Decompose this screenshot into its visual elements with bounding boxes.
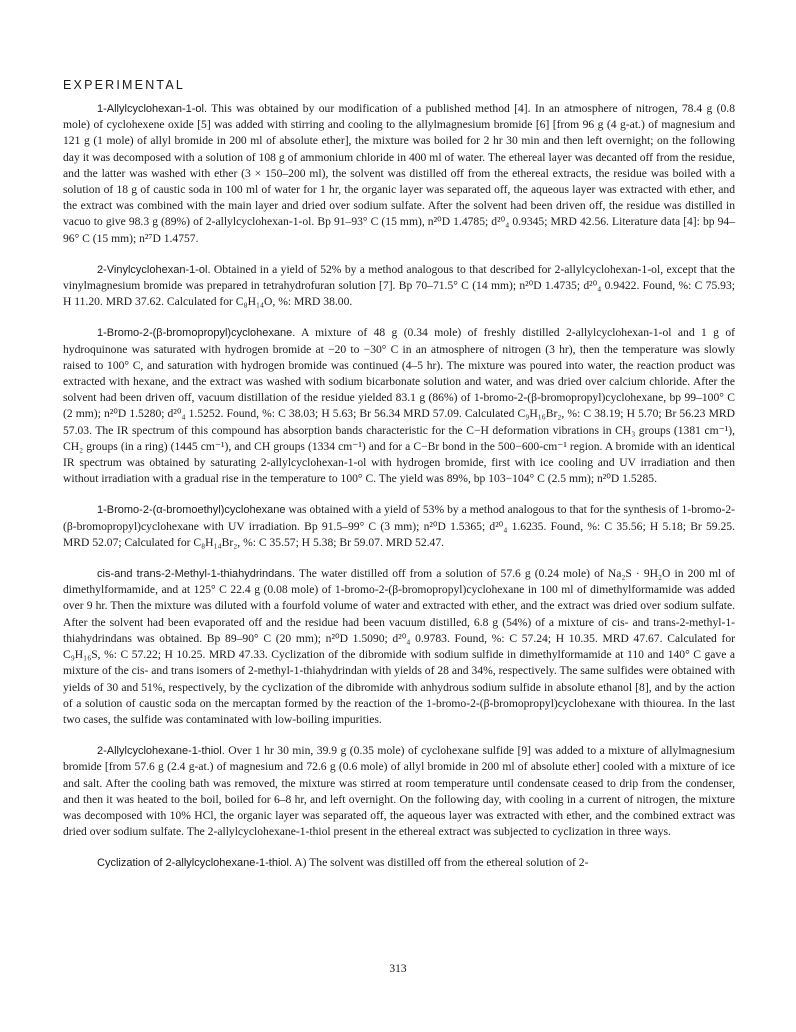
- compound-title: 2-Vinylcyclohexan-1-ol.: [97, 263, 211, 276]
- compound-title: 1-Bromo-2-(β-bromopropyl)cyclohexane.: [97, 327, 296, 340]
- page-number: 313: [389, 963, 407, 975]
- paragraph-bromopropyl-cyclohexane: [63, 325, 735, 487]
- paragraph-bromoethyl-cyclohexane: [63, 502, 735, 551]
- article-page: [63, 78, 735, 887]
- paragraph-cyclization: [63, 855, 735, 871]
- paragraph-text: Obtained in a yield of 52% by a method analogous to that described for 2-allylcyclohexan-1-ol, except that the vinylmagnesium bromide was prepared in tetrahydrofuran solution [7]. Bp 70–71.5° C (14 mm); n²⁰D 1.4735; d²⁰₄ 0.9422. Found, %: C 75.93; H 11.20. MRD 37.62. Calculated for C₈H₁₄O, %: MRD 38.00.: [63, 262, 735, 309]
- paragraph-text: A mixture of 48 g (0.34 mole) of freshly distilled 2-allylcyclohexan-1-ol and 1 g of hydroquinone was saturated with hydrogen bromide at −20 to −30° C in an atmosphere of nitrogen (3 hr), then the temperature was slowly raised to 100° C, and saturation with hydrogen bromide was continued (4–5 hr). The mixture was poured into water, the reaction product was extracted with hexane, and the extract was washed with sodium bicarbonate solution and water, and was dried over calcium chloride. After the solvent had been driven off, vacuum distillation of the residue yielded 83.1 g (86%) of 1-bromo-2-(β-bromopropyl)cyclohexane, bp 99–100° C (2 mm); n²⁰D 1.5280; d²⁰₄ 1.5252. Found, %: C 38.03; H 5.63; Br 56.34 MRD 57.09. Calculated C₉H₁₆Br₂, %: C 38.19; H 5.70; Br 56.23 MRD 57.03. The IR spectrum of this compound has absorption bands characteristic for the C−H deformation vibrations in CH₃ groups (1381 cm⁻¹), CH₂ groups (in a ring) (1445 cm⁻¹), and CH groups (1334 cm⁻¹) and for a C−Br bond in the 500−600-cm⁻¹ region. A bromide with an identical IR spectrum was obtained by saturating 2-allylcyclohexan-1-ol with hydrogen bromide, first with ice cooling and UV irradiation and then without irradiation with a gradual rise in the temperature to 100° C. The yield was 89%, bp 103−104° C (2.5 mm); n²⁰D 1.5285.: [63, 326, 735, 486]
- paragraph-allylcyclohexanol: [63, 101, 735, 247]
- compound-title: 1-Allylcyclohexan-1-ol.: [97, 103, 208, 115]
- compound-title: 1-Bromo-2-(α-bromoethyl)cyclohexane: [97, 504, 286, 517]
- paragraph-text: The water distilled off from a solution of 57.6 g (0.24 mole) of Na₂S · 9H₂O in 200 ml of dimethylformamide, and at 125° C 22.4 g (0.08 mole) of 1-bromo-2-(β-bromopropyl)cyclohexane in 100 ml of dimethylformamide was added over 9 hr. Then the mixture was diluted with a fourfold volume of water and extracted with ether, and the extract was dried over sodium sulfate. After the solvent had been evaporated off and the residue had been vacuum distilled, 6.8 g (54%) of a mixture of cis- and trans-2-methyl-1-thiahydrindans was obtained. Bp 89–90° C (20 mm); n²⁰D 1.5090; d²⁰₄ 0.9783. Found, %: C 57.24; H 10.35. MRD 47.67. Calculated for C₉H₁₆S, %: C 57.22; H 10.25. MRD 47.33. Cyclization of the dibromide with sodium sulfide in dimethylformamide at 110 and 140° C gave a mixture of the cis- and trans isomers of 2-methyl-1-thiahydrindan with yields of 28 and 34%, respectively. The same sulfides were obtained with yields of 30 and 51%, respectively, by the cyclization of the dibromide with anhydrous sodium sulfide in absolute ethanol [8], and by the action of a solution of caustic soda on the mercaptan formed by the reaction of the 1-bromo-2-(β-bromopropyl)cyclohexane with thiourea. In the last two cases, the sulfide was contaminated with low-boiling impurities.: [63, 567, 735, 726]
- paragraph-text: was obtained with a yield of 53% by a method analogous to that for the synthesis of 1-bromo-2-(β-bromopropyl)cyclohexane with UV irradiation. Bp 91.5–99° C (3 mm); n²⁰D 1.5365; d²⁰₄ 1.6235. Found, %: C 35.56; H 5.18; Br 59.25. MRD 52.07; Calculated for C₈H₁₄Br₂, %: C 35.57; H 5.38; Br 59.07. MRD 52.47.: [63, 503, 735, 549]
- paragraph-text: Over 1 hr 30 min, 39.9 g (0.35 mole) of cyclohexane sulfide [9] was added to a mixture of allylmagnesium bromide [from 57.6 g (2.4 g-at.) of magnesium and 72.6 g (0.6 mole) of allyl bromide in 200 ml of absolute ether] cooled with a mixture of ice and salt. After the cooling bath was removed, the mixture was stirred at room temperature until condensate ceased to drip from the condenser, and then it was heated to the boil, boiled for 6–8 hr, and left overnight. On the following day, with cooling in a current of nitrogen, the mixture was decomposed with 10% HCl, the organic layer was separated off, the aqueous layer was extracted with ether, and the combined extract was dried over sodium sulfate. The 2-allylcyclohexane-1-thiol present in the ethereal extract was subjected to cyclization in three ways.: [63, 744, 735, 839]
- section-heading: EXPERIMENTAL: [63, 78, 186, 92]
- paragraph-vinylcyclohexanol: [63, 262, 735, 311]
- compound-title: 2-Allylcyclohexane-1-thiol.: [97, 745, 225, 758]
- compound-title: Cyclization of 2-allylcyclohexane-1-thiol.: [97, 857, 293, 870]
- compound-title: cis-and trans-2-Methyl-1-thiahydrindans.: [97, 568, 296, 581]
- paragraph-text: This was obtained by our modification of a published method [4]. In an atmosphere of nitrogen, 78.4 g (0.8 mole) of cyclohexene oxide [5] was added with stirring and cooling to the allylmagnesium bromide [6] [from 96 g (4 g-at.) of magnesium and 121 g (1 mole) of allyl bromide in 200 ml of absolute ether], the mixture was boiled for 2 hr 30 min and then left overnight; on the following day it was decomposed with a solution of 108 g of ammonium chloride in 400 ml of water. The ethereal layer was decanted off from the residue, and the latter was washed with ether (3 × 150–200 ml), the solvent was distilled off from the ethereal extracts, the residue was boiled with a solution of 18 g of caustic soda in 100 ml of water for 1 hr, the organic layer was separated off, the aqueous layer was extracted with ether, and the extract was combined with the main layer and dried over sodium sulfate. After the solvent had been driven off, the residue was distilled in vacuo to give 98.3 g (89%) of 2-allylcyclohexan-1-ol. Bp 91–93° C (15 mm), n²⁰D 1.4785; d²⁰₄ 0.9345; MRD 42.56. Literature data [4]: bp 94–96° C (15 mm); n²⁷D 1.4757.: [63, 102, 735, 245]
- paragraph-allylcyclohexanethiol: [63, 743, 735, 840]
- paragraph-text: A) The solvent was distilled off from the ethereal solution of 2-: [292, 856, 589, 870]
- paragraph-thiahydrindans: [63, 566, 735, 728]
